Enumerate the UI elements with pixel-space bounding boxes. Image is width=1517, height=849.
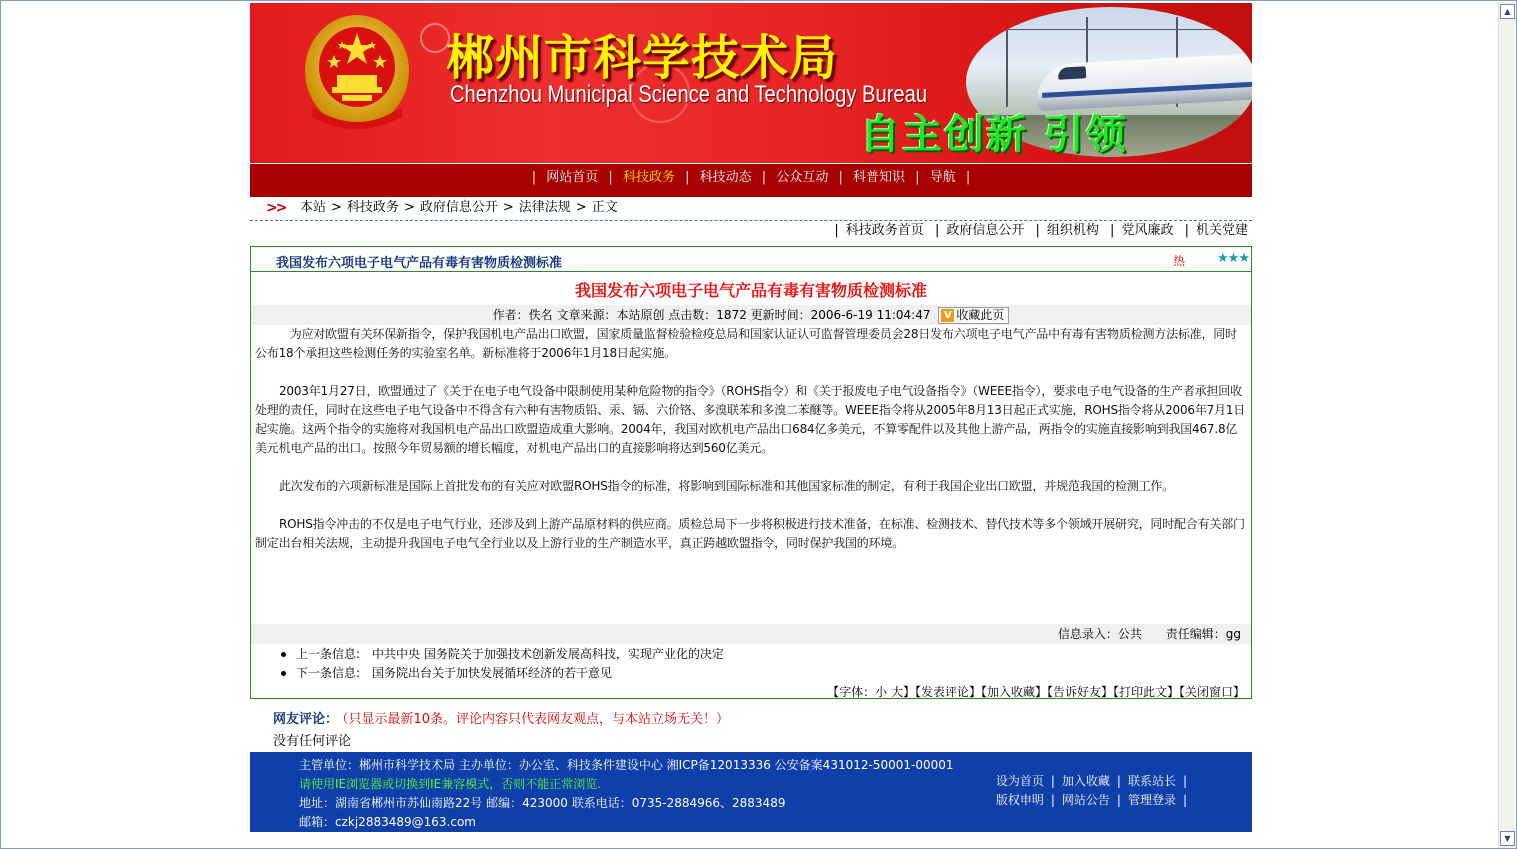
add-favorite-link[interactable]: 加入收藏 [1061,774,1110,788]
nav-item-interaction[interactable]: 公众互动 [776,170,829,185]
nav-item-science[interactable]: 科普知识 [853,170,906,185]
breadcrumb-item[interactable]: 政府信息公开 [419,200,498,215]
breadcrumb-current: 正文 [591,200,618,215]
subnav-item-party[interactable]: 机关党建 [1195,223,1248,238]
site-notice-link[interactable]: 网站公告 [1061,793,1110,807]
article-body [251,325,1251,553]
article-tools[interactable]: 【字体：小 大】【发表评论】【加入收藏】【告诉好友】【打印此文】【关闭窗口】 [827,685,1245,699]
breadcrumb: >> 本站 > 科技政务 > 政府信息公开 > 法律法规 > 正文 [250,197,1252,221]
vertical-scrollbar[interactable] [1498,2,1515,848]
breadcrumb-item[interactable]: 法律法规 [518,200,571,215]
site-footer: 主管单位：郴州市科学技术局 主办单位：办公室、科技条件建设中心 湘ICP备12013336 公安备案431012-50001-00001 请使用IE浏览器或切换到IE兼容模式，否则不能正常浏览. 地址：湖南省郴州市苏仙南路22号 邮编：423000 联系电话：0735-2884966、2883489 邮箱：czkj2883489@163.com 设为首页 | 加入收藏 | 联系站长 | 版权申明 | 网站公告 | 管理登录 | [250,752,1252,832]
next-article-link[interactable]: 国务院出台关于加快发展循环经济的若干意见 [372,666,613,680]
admin-login-link[interactable]: 管理登录 [1127,793,1176,807]
comments-note: （只显示最新10条。评论内容只代表网友观点，与本站立场无关！） [342,712,730,727]
bookmark-page-button[interactable]: V 收藏此页 [938,307,1009,324]
scroll-down-button[interactable]: ▼ [1500,831,1515,846]
page-container [250,3,1252,832]
banner-slogan: 自主创新 引领 [860,112,1128,158]
hot-badge: 热 [1173,254,1186,268]
subnav-item-gov-home[interactable]: 科技政务首页 [845,223,924,238]
article-paragraph: ROHS指令冲击的不仅是电子电气行业，还涉及到上游产品原材料的供应商。质检总局下一步将积极进行技术准备，在标准、检测技术、替代技术等多个领域开展研究，同时配合有关部门制定出台相关法规，主动提升我国电子电气全行业以及上游行业的生产制造水平，真正跨越欧盟指令，同时保护我国的环境。 [255,517,1245,550]
article-info-row [251,624,1251,644]
article-meta [251,305,1251,325]
site-banner [250,3,1252,163]
footer-browser-warning: 请使用IE浏览器或切换到IE兼容模式，否则不能正常浏览. [299,777,602,791]
main-nav: | 网站首页 | 科技政务 | 科技动态 | 公众互动 | 科普知识 | 导航 | [250,163,1252,197]
comments-label: 网友评论： [273,712,339,727]
article-paragraph: 为应对欧盟有关环保新指令，保护我国机电产品出口欧盟，国家质量监督检验检疫总局和国家认证认可监督管理委员会28日发布六项电子电气产品中有毒有害物质检测方法标准，同时公布18个承担这些检测任务的实验室名单。新标准将于2006年1月18日起实施。 [255,327,1237,360]
subnav-item-info-open[interactable]: 政府信息公开 [946,223,1025,238]
double-arrow-icon: >> [266,200,286,216]
site-title: 郴州市科学技术局 [446,30,839,86]
bookmark-icon: V [941,309,954,322]
set-homepage-link[interactable]: 设为首页 [995,774,1044,788]
article-title: 我国发布六项电子电气产品有毒有害物质检测标准 [574,281,927,300]
comments-header [250,708,1252,728]
footer-sponsor: 主管单位：郴州市科学技术局 主办单位：办公室、科技条件建设中心 湘ICP备12013336 公安备案431012-50001-00001 [299,758,954,772]
nav-item-home[interactable]: 网站首页 [546,170,599,185]
contact-webmaster-link[interactable]: 联系站长 [1127,774,1176,788]
national-emblem-icon [302,11,412,137]
copyright-link[interactable]: 版权申明 [995,793,1044,807]
prev-article-link[interactable]: 中共中央 国务院关于加强技术创新发展高科技，实现产业化的决定 [372,647,724,661]
article-paragraph: 2003年1月27日，欧盟通过了《关于在电子电气设备中限制使用某种危险物的指令》（ROHS指令）和《关于报废电子电气设备指令》（WEEE指令），要求电子电气设备的生产者承担回收处理的责任，同时在这些电子电气设备中不得含有六种有害物质铅、汞、镉、六价铬、多溴联苯和多溴二苯醚等。WEEE指令将从2005年8月13日起正式实施，ROHS指令将从2006年7月1日起实施。这两个指令的实施将对我国机电产品出口欧盟造成重大影响。2004年，我国对欧机电产品出口684亿多美元，不算零配件以及其他上游产品，两指令的实施直接影响到我国467.8亿美元机电产品的出口。按照今年贸易额的增长幅度，对机电产品出口的直接影响将达到560亿美元。 [255,384,1246,455]
breadcrumb-item[interactable]: 本站 [300,200,327,215]
subnav-item-organization[interactable]: 组织机构 [1046,223,1099,238]
rating-stars: ★★★ [1217,251,1249,266]
info-entry: 信息录入：公共 [1057,627,1142,641]
footer-address: 地址：湖南省郴州市苏仙南路22号 邮编：423000 联系电话：0735-2884966、2883489 [299,796,786,810]
site-subtitle-en: Chenzhou Municipal Science and Technology Bureau [450,81,928,108]
breadcrumb-item[interactable]: 科技政务 [346,200,399,215]
nav-item-navigation[interactable]: 导航 [929,170,956,185]
article-header-bar [251,247,1251,272]
sub-nav: | 科技政务首页 | 政府信息公开 | 组织机构 | 党风廉政 | 机关党建 [834,223,1248,238]
subnav-item-integrity[interactable]: 党风廉政 [1121,223,1174,238]
nav-item-news[interactable]: 科技动态 [699,170,752,185]
article-box [250,246,1252,699]
no-comments-text: 没有任何评论 [273,734,352,749]
article-paragraph: 此次发布的六项新标准是国际上首批发布的有关应对欧盟ROHS指令的标准，将影响到国际标准和其他国家标准的制定，有利于我国企业出口欧盟，并规范我国的检测工作。 [279,479,1175,493]
responsible-editor: 责任编辑：gg [1165,627,1241,641]
footer-email: 邮箱：czkj2883489@163.com [299,815,476,829]
scroll-up-button[interactable]: ▲ [1500,4,1515,19]
article-meta-text: 作者：佚名 文章来源：本站原创 点击数：1872 更新时间：2006-6-19 11:04:47 [492,308,931,322]
prev-next-links: 上一条信息: 中共中央 国务院关于加强技术创新发展高科技，实现产业化的决定 下一条信息: 国务院出台关于加快发展循环经济的若干意见 [281,645,724,683]
nav-item-gov-affairs[interactable]: 科技政务 [622,170,675,185]
article-header-title: 我国发布六项电子电气产品有毒有害物质检测标准 [276,256,563,271]
